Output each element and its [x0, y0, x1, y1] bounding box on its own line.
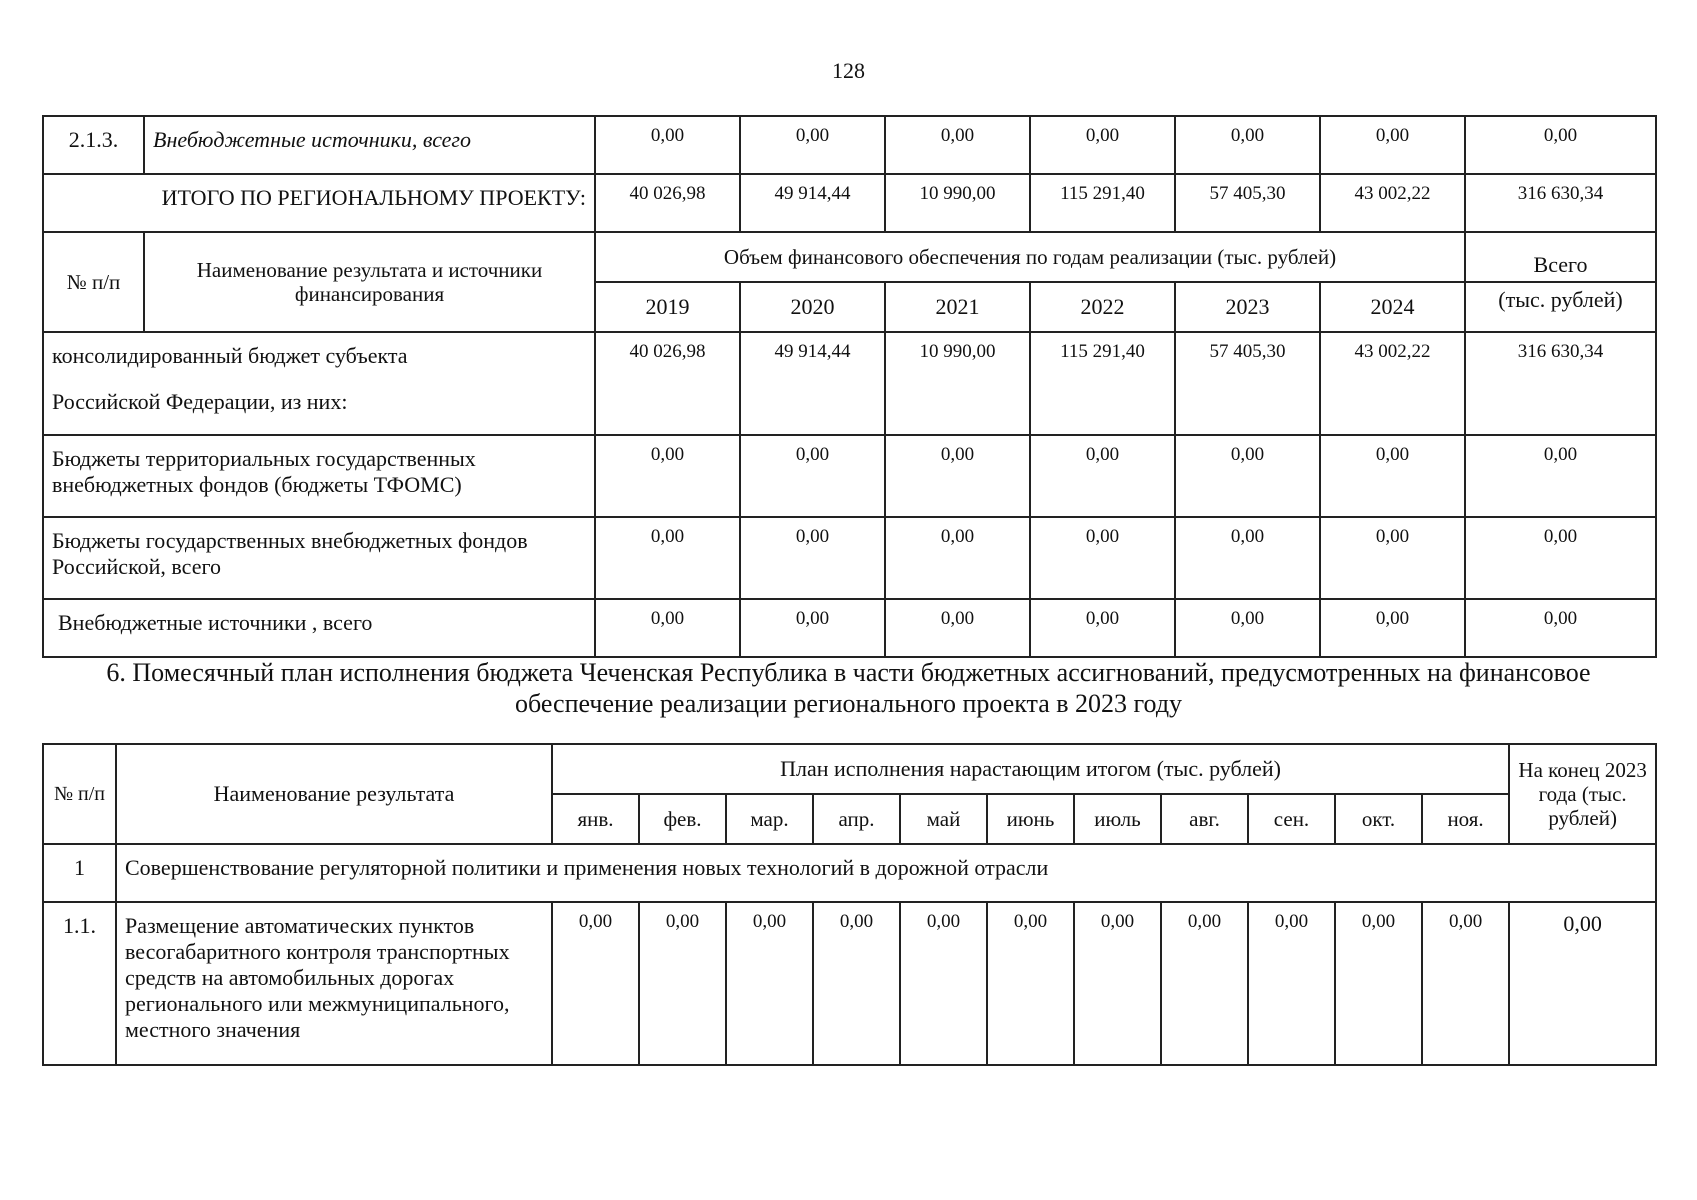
row-label: Совершенствование регуляторной политики и применения новых технологий в дорожной отрасли — [116, 844, 1656, 902]
value-cell: 0,00 — [1175, 599, 1320, 657]
value-cell: 0,00 — [1465, 517, 1656, 599]
value-cell: 0,00 — [1030, 517, 1175, 599]
value-cell: 0,00 — [1335, 902, 1422, 1065]
value-cell: 0,00 — [1465, 116, 1656, 174]
header-name: Наименование результата — [116, 744, 552, 844]
value-cell: 0,00 — [740, 116, 885, 174]
header-month: авг. — [1161, 794, 1248, 844]
header-month: апр. — [813, 794, 900, 844]
value-cell: 0,00 — [885, 116, 1030, 174]
value-cell: 0,00 — [740, 435, 885, 517]
header-month: окт. — [1335, 794, 1422, 844]
value-cell: 0,00 — [595, 599, 740, 657]
value-cell: 0,00 — [595, 517, 740, 599]
value-cell: 0,00 — [639, 902, 726, 1065]
table-row — [43, 902, 1656, 1065]
row-code: 2.1.3. — [43, 116, 144, 174]
header-end: На конец 2023 года (тыс. рублей) — [1509, 744, 1656, 844]
table-row — [43, 599, 1656, 657]
value-cell: 0,00 — [1320, 116, 1465, 174]
value-cell: 10 990,00 — [885, 174, 1030, 232]
value-cell: 10 990,00 — [885, 332, 1030, 435]
section-title: 6. Помесячный план исполнения бюджета Чеченская Республика в части бюджетных ассигнований, предусмотренных на финансовое обеспечение реализации регионального проекта в 2023 году — [106, 658, 1591, 718]
value-cell: 0,00 — [1465, 599, 1656, 657]
row-label: Размещение автоматических пунктов весогабаритного контроля транспортных средств на автомобильных дорогах регионального или межмуниципального, местного значения — [116, 902, 552, 1065]
row-label-line: консолидированный бюджет субъекта — [52, 343, 408, 368]
table-row — [43, 844, 1656, 902]
value-cell: 0,00 — [1320, 435, 1465, 517]
monthly-plan-table — [42, 743, 1657, 1066]
value-cell: 0,00 — [900, 902, 987, 1065]
row-label: Внебюджетные источники, всего — [144, 116, 595, 174]
header-name: Наименование результата и источники финансирования — [144, 232, 595, 332]
value-cell: 0,00 — [1320, 599, 1465, 657]
table-header-row — [43, 744, 1656, 794]
header-year: 2023 — [1175, 282, 1320, 332]
value-cell: 0,00 — [740, 599, 885, 657]
table-row — [43, 116, 1656, 174]
header-total-label: Всего — [1465, 232, 1656, 282]
total-label: ИТОГО ПО РЕГИОНАЛЬНОМУ ПРОЕКТУ: — [43, 174, 595, 232]
value-cell: 0,00 — [552, 902, 639, 1065]
value-cell: 0,00 — [1030, 599, 1175, 657]
end-value-cell: 0,00 — [1509, 902, 1656, 1065]
header-month: ноя. — [1422, 794, 1509, 844]
value-cell: 49 914,44 — [740, 332, 885, 435]
header-num: № п/п — [43, 232, 144, 332]
value-cell: 0,00 — [1465, 435, 1656, 517]
header-total-unit: (тыс. рублей) — [1465, 282, 1656, 332]
value-cell: 0,00 — [595, 116, 740, 174]
value-cell: 0,00 — [1030, 116, 1175, 174]
value-cell: 0,00 — [1161, 902, 1248, 1065]
table-row — [43, 435, 1656, 517]
value-cell: 0,00 — [1175, 116, 1320, 174]
row-label: Внебюджетные источники , всего — [43, 599, 595, 657]
value-cell: 0,00 — [813, 902, 900, 1065]
header-year: 2021 — [885, 282, 1030, 332]
header-month: июль — [1074, 794, 1161, 844]
value-cell: 49 914,44 — [740, 174, 885, 232]
row-label: Бюджеты государственных внебюджетных фондов Российской, всего — [43, 517, 595, 599]
value-cell: 0,00 — [1074, 902, 1161, 1065]
value-cell: 0,00 — [1030, 435, 1175, 517]
page-number: 128 — [832, 58, 865, 83]
value-cell: 0,00 — [1422, 902, 1509, 1065]
row-label: Бюджеты территориальных государственных внебюджетных фондов (бюджеты ТФОМС) — [43, 435, 595, 517]
value-cell: 0,00 — [740, 517, 885, 599]
value-cell: 0,00 — [885, 435, 1030, 517]
table-row — [43, 517, 1656, 599]
value-cell: 115 291,40 — [1030, 174, 1175, 232]
value-cell: 0,00 — [987, 902, 1074, 1065]
financing-table — [42, 115, 1657, 658]
value-cell: 0,00 — [595, 435, 740, 517]
row-label-line: Российской Федерации, из них: — [52, 389, 348, 415]
table-header-row — [43, 232, 1656, 282]
value-cell: 0,00 — [726, 902, 813, 1065]
value-cell: 43 002,22 — [1320, 174, 1465, 232]
table-row-total — [43, 174, 1656, 232]
value-cell: 0,00 — [885, 599, 1030, 657]
row-label — [43, 332, 595, 435]
header-month: май — [900, 794, 987, 844]
value-cell: 115 291,40 — [1030, 332, 1175, 435]
header-year: 2024 — [1320, 282, 1465, 332]
header-month: мар. — [726, 794, 813, 844]
value-cell: 0,00 — [1248, 902, 1335, 1065]
value-cell: 316 630,34 — [1465, 174, 1656, 232]
value-cell: 0,00 — [1175, 517, 1320, 599]
table-row — [43, 332, 1656, 435]
row-num: 1 — [43, 844, 116, 902]
row-num: 1.1. — [43, 902, 116, 1065]
header-volume: Объем финансового обеспечения по годам реализации (тыс. рублей) — [595, 232, 1465, 282]
header-month: сен. — [1248, 794, 1335, 844]
header-plan: План исполнения нарастающим итогом (тыс. рублей) — [552, 744, 1509, 794]
value-cell: 0,00 — [1175, 435, 1320, 517]
value-cell: 43 002,22 — [1320, 332, 1465, 435]
value-cell: 57 405,30 — [1175, 332, 1320, 435]
header-month: июнь — [987, 794, 1074, 844]
header-month: фев. — [639, 794, 726, 844]
header-month: янв. — [552, 794, 639, 844]
value-cell: 0,00 — [885, 517, 1030, 599]
value-cell: 57 405,30 — [1175, 174, 1320, 232]
header-year: 2019 — [595, 282, 740, 332]
value-cell: 40 026,98 — [595, 174, 740, 232]
header-num: № п/п — [43, 744, 116, 844]
header-year: 2020 — [740, 282, 885, 332]
header-year: 2022 — [1030, 282, 1175, 332]
value-cell: 0,00 — [1320, 517, 1465, 599]
value-cell: 316 630,34 — [1465, 332, 1656, 435]
value-cell: 40 026,98 — [595, 332, 740, 435]
